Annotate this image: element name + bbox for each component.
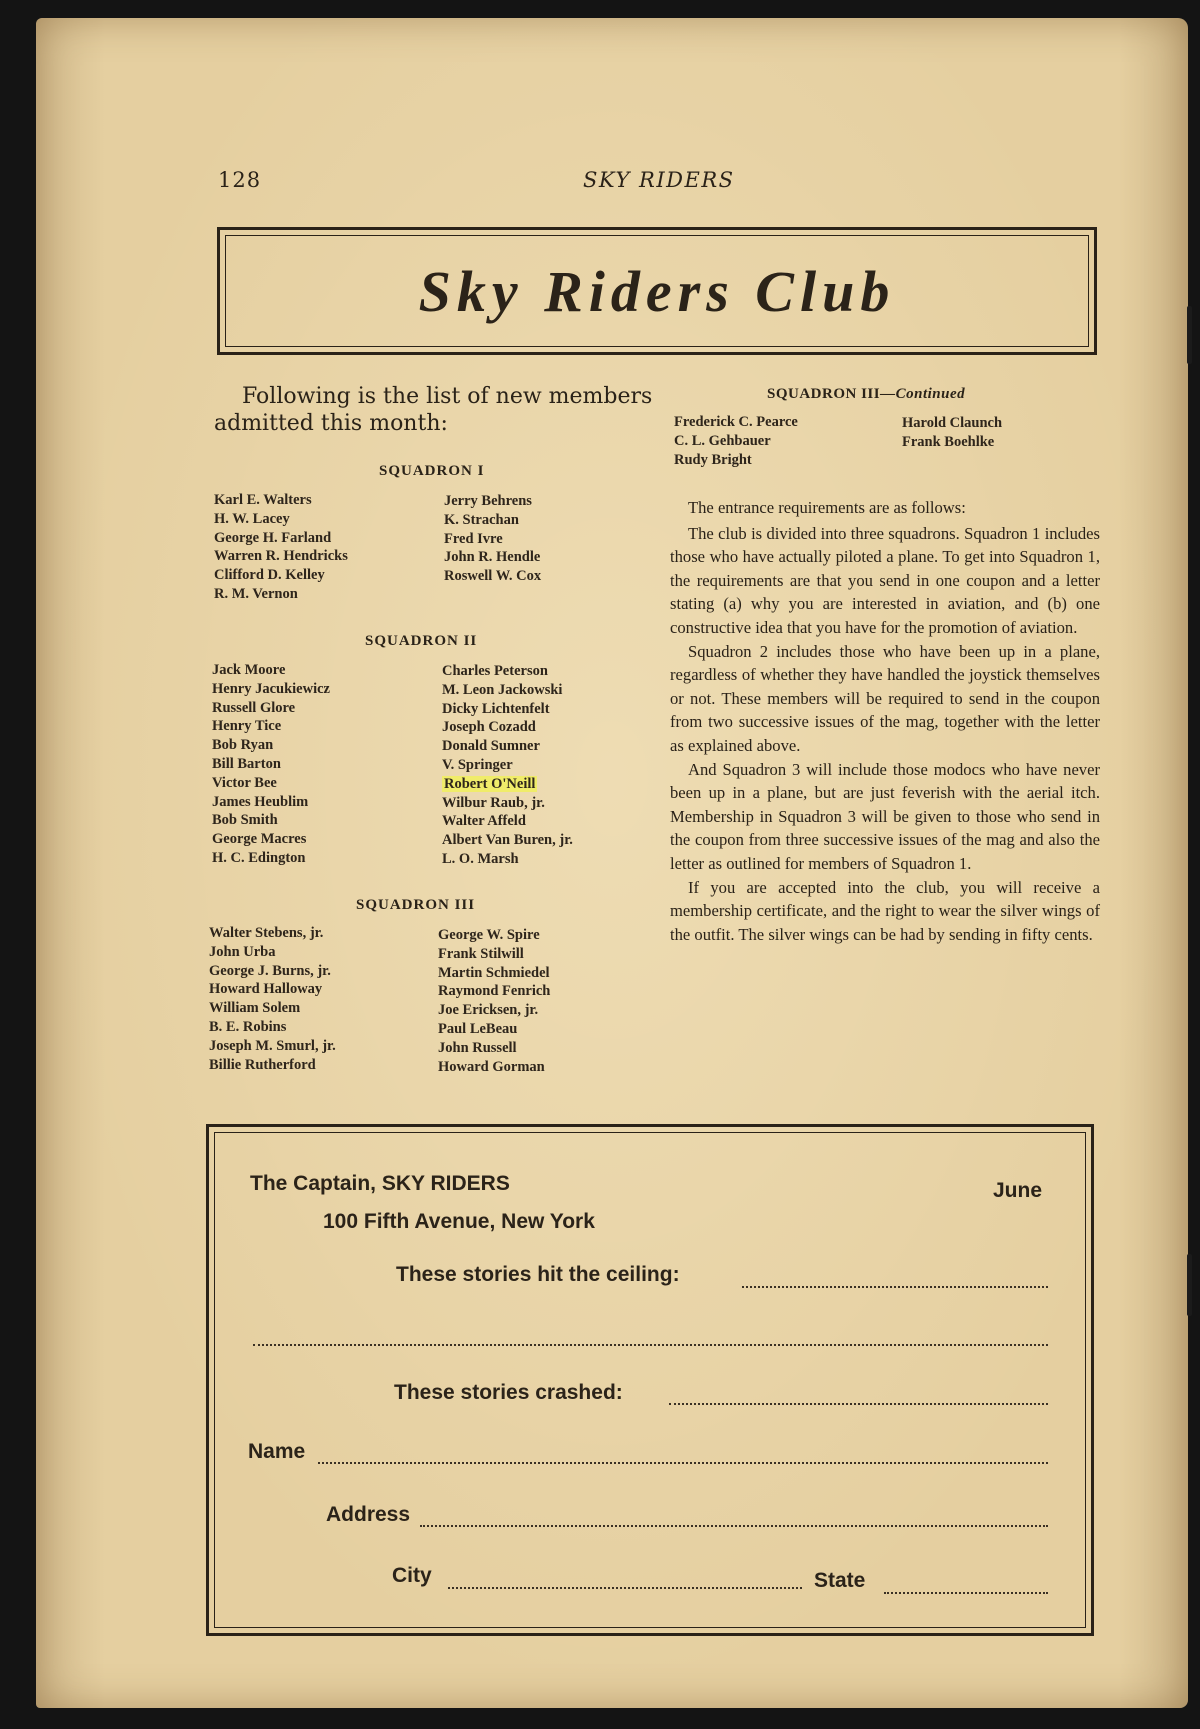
coupon-address: 100 Fifth Avenue, New York: [323, 1210, 595, 1233]
member-name: [442, 775, 573, 794]
member-name: Bob Ryan: [212, 737, 274, 754]
member-name: George Macres: [212, 831, 307, 848]
member-name: Albert Van Buren, jr.: [442, 832, 573, 849]
city-field[interactable]: [448, 1587, 802, 1589]
member-name: Harold Claunch: [902, 415, 1003, 431]
city-label: City: [392, 1564, 432, 1587]
continued-heading-suffix: —Continued: [880, 386, 966, 402]
member-name: Paul LeBeau: [438, 1020, 518, 1037]
member-name: Howard Halloway: [209, 981, 323, 998]
intro-text: Following is the list of new members admitted this month:: [214, 384, 653, 436]
squadron-3-continued-col1: [674, 413, 798, 469]
squadron-3-continued-heading: [767, 386, 965, 403]
member-name: Walter Affeld: [442, 813, 526, 830]
hit-ceiling-label: These stories hit the ceiling:: [396, 1263, 680, 1286]
squadron-2-col1: [212, 661, 330, 868]
name-label: Name: [248, 1440, 306, 1463]
member-name: Raymond Fenrich: [438, 983, 551, 1000]
squadron-2-col2: [442, 662, 573, 869]
member-name: C. L. Gehbauer: [674, 432, 771, 449]
squadron-3-heading: SQUADRON III: [356, 897, 476, 913]
member-name: Warren R. Hendricks: [214, 548, 348, 565]
coupon-addressee: The Captain, SKY RIDERS: [250, 1172, 510, 1195]
hit-ceiling-field-line2[interactable]: [253, 1344, 1048, 1346]
member-name: Joseph M. Smurl, jr.: [209, 1037, 336, 1054]
member-name: John Russell: [438, 1039, 517, 1056]
title-box: [217, 227, 1097, 355]
member-name: Bill Barton: [212, 755, 281, 772]
member-name: Clifford D. Kelley: [214, 567, 325, 584]
requirements-text: [670, 496, 1100, 946]
squadron-1-col1: [214, 491, 348, 604]
member-name: George W. Spire: [438, 927, 540, 943]
member-name: V. Springer: [442, 756, 513, 773]
squadron-3-continued-col2: [902, 414, 1002, 452]
requirements-paragraph: And Squadron 3 will include those modocs who have never been up in a plane, but are just feverish with the aerial itch. Membership in Squadron 3 will be given to those who send in the coupon from three successive issues of the mag and also the letter as outlined for members of Squadron 1.: [670, 759, 1100, 873]
requirements-paragraph: The club is divided into three squadrons. Squadron 1 includes those who have actually piloted a plane. To get into Squadron 1, the requirements are that you send in one coupon and a letter stating (a) why you are interested in aviation, and (b) one constructive idea that you have for the promotion of aviation.: [670, 523, 1100, 637]
member-name: Karl E. Walters: [214, 492, 312, 508]
member-name: Walter Stebens, jr.: [209, 925, 324, 941]
requirements-paragraph: If you are accepted into the club, you will receive a membership certificate, and the right to wear the silver wings of the outfit. The silver wings can be had by sending in fifty cents.: [670, 877, 1100, 944]
member-name: Frederick C. Pearce: [674, 414, 798, 430]
state-field[interactable]: [884, 1592, 1048, 1594]
highlighted-member-name: Robert O'Neill: [444, 775, 536, 792]
member-name: Joe Ericksen, jr.: [438, 1002, 539, 1019]
binding-hole-bottom: [1187, 1254, 1192, 1316]
member-name: George H. Farland: [214, 529, 332, 546]
member-name: Henry Tice: [212, 718, 282, 735]
member-name: M. Leon Jackowski: [442, 681, 563, 698]
page-title: Sky Riders Club: [418, 258, 896, 324]
address-label: Address: [326, 1503, 411, 1526]
coupon-month: June: [993, 1179, 1043, 1202]
crashed-field[interactable]: [669, 1403, 1048, 1405]
member-name: K. Strachan: [444, 511, 519, 528]
squadron-3-col1: [209, 924, 336, 1074]
squadron-1-heading: SQUADRON I: [379, 463, 485, 479]
member-name: Howard Gorman: [438, 1058, 545, 1075]
magazine-name: SKY RIDERS: [583, 168, 735, 192]
page-number: 128: [218, 168, 262, 192]
member-name: Henry Jacukiewicz: [212, 680, 330, 697]
member-name: George J. Burns, jr.: [209, 962, 331, 979]
name-field[interactable]: [318, 1462, 1048, 1464]
squadron-3-col2: [438, 926, 550, 1076]
member-name: Russell Glore: [212, 699, 296, 716]
hit-ceiling-field[interactable]: [742, 1286, 1048, 1288]
member-name: L. O. Marsh: [442, 850, 519, 867]
member-name: William Solem: [209, 1000, 301, 1017]
member-name: James Heublim: [212, 793, 309, 810]
member-name: John R. Hendle: [444, 549, 541, 566]
member-name: Wilbur Raub, jr.: [442, 794, 545, 811]
member-name: Victor Bee: [212, 774, 277, 791]
state-label: State: [814, 1569, 866, 1592]
squadron-1-col2: [444, 492, 541, 586]
member-name: Roswell W. Cox: [444, 568, 542, 585]
member-name: B. E. Robins: [209, 1018, 287, 1035]
member-name: H. C. Edington: [212, 849, 306, 866]
member-name: Dicky Lichtenfelt: [442, 700, 550, 717]
member-name: Jack Moore: [212, 662, 286, 678]
member-name: H. W. Lacey: [214, 510, 290, 527]
member-name: Charles Peterson: [442, 663, 548, 679]
requirements-paragraph: Squadron 2 includes those who have been up in a plane, regardless of whether they have handled the joystick themselves or not. These members will be required to send in the coupon from two successive issues of the mag, together with the letter as explained above.: [670, 641, 1100, 755]
binding-hole-top: [1187, 306, 1192, 364]
continued-heading-text: SQUADRON III: [767, 386, 881, 402]
address-field[interactable]: [420, 1525, 1048, 1527]
member-name: Donald Sumner: [442, 738, 540, 755]
member-name: Joseph Cozadd: [442, 719, 536, 736]
member-name: Frank Stilwill: [438, 945, 524, 962]
member-name: Frank Boehlke: [902, 433, 995, 450]
member-name: Billie Rutherford: [209, 1056, 316, 1073]
member-name: R. M. Vernon: [214, 585, 298, 602]
member-name: Bob Smith: [212, 812, 278, 829]
member-name: Fred Ivre: [444, 530, 503, 547]
member-name: Jerry Behrens: [444, 493, 532, 509]
coupon-form: [206, 1124, 1094, 1636]
requirements-intro: The entrance requirements are as follows:: [688, 498, 966, 517]
member-name: Rudy Bright: [674, 451, 752, 468]
running-header: [0, 150, 1200, 190]
crashed-label: These stories crashed:: [394, 1381, 623, 1404]
member-name: John Urba: [209, 943, 276, 960]
member-name: Martin Schmiedel: [438, 964, 550, 981]
squadron-2-heading: SQUADRON II: [365, 633, 478, 649]
